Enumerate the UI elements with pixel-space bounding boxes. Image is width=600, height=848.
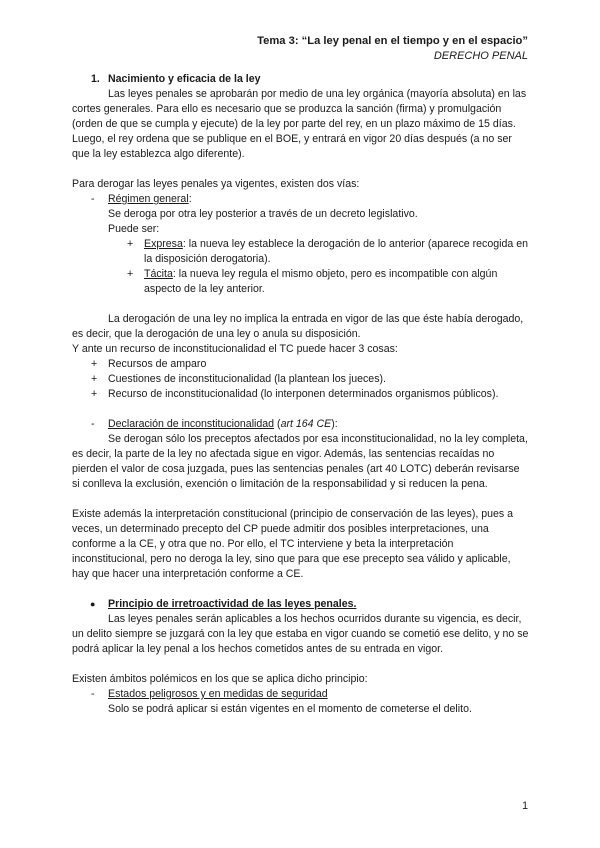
document-subject: DERECHO PENAL	[433, 50, 528, 62]
list-item: + Recursos de amparo	[91, 358, 207, 370]
paragraph: Solo se podrá aplicar si están vigentes en el momento de cometerse el delito.	[108, 703, 472, 715]
bullet-marker: ●	[90, 599, 96, 609]
document-title: Tema 3: “La ley penal en el tiempo y en el espacio”	[257, 35, 528, 47]
section-title: Nacimiento y eficacia de la ley	[108, 73, 261, 85]
paragraph: Puede ser:	[108, 223, 160, 235]
list-item: - Declaración de inconstitucionalidad (art 164 CE):	[91, 418, 338, 430]
paragraph: Se derogan sólo los preceptos afectados por esa inconstitucionalidad, no la ley completa, es decir, la parte de la ley no afectada sigue en vigor. Además, las sentencias recaídas no pierden el valor de cosa juzgada, pues las sentencias penales (art 40 LOTC) deberán revisarse si conlleva la exclusión, exención o limitación de la responsabilidad y si reducen la pena.	[72, 433, 528, 490]
paragraph: Las leyes penales serán aplicables a los hechos ocurridos durante su vigencia, es decir, un delito siempre se juzgará con la ley que estaba en vigor cuando se cometió ese delito, y no se podrá aplicar la ley penal a los hechos cometidos antes de su entrada en vigor.	[72, 613, 529, 655]
paragraph: Y ante un recurso de inconstitucionalidad el TC puede hacer 3 cosas:	[72, 343, 398, 355]
paragraph: Existen ámbitos polémicos en los que se aplica dicho principio:	[72, 673, 368, 685]
paragraph: La derogación de una ley no implica la entrada en vigor de las que éste había derogado, es decir, que la derogación de una ley o anula su disposición.	[72, 313, 524, 340]
plus-marker: +	[127, 268, 134, 280]
list-item: + Expresa: la nueva ley establece la derogación de lo anterior (aparece recogida en la disposición derogatoria).	[127, 238, 528, 265]
list-item	[72, 687, 530, 702]
item-title: Expresa	[144, 238, 183, 250]
principle-title: Principio de irretroactividad de las leyes penales.	[108, 598, 357, 610]
list-item: + Cuestiones de inconstitucionalidad (la plantean los jueces).	[91, 373, 386, 385]
dash-marker: -	[91, 418, 95, 430]
item-title: Declaración de inconstitucionalidad	[108, 418, 275, 430]
dash-marker: -	[91, 688, 95, 700]
paragraph: Se deroga por otra ley posterior a través de un decreto legislativo.	[108, 208, 418, 220]
page-header	[257, 34, 528, 64]
paragraph: Para derogar las leyes penales ya vigentes, existen dos vías:	[72, 178, 360, 190]
plus-marker: +	[127, 238, 134, 250]
principle-heading	[72, 597, 530, 612]
paragraph: Las leyes penales se aprobarán por medio de una ley orgánica (mayoría absoluta) en las cortes generales. Para ello es necesario que se produzca la sanción (firma) y promulgación (orden de que se cumpla y ejecute) de la ley por parte del rey, en un plazo máximo de 15 días.	[72, 88, 527, 130]
dash-marker: -	[91, 193, 95, 205]
item-title: Tácita	[144, 268, 173, 280]
list-item: - Régimen general:	[91, 193, 192, 205]
list-item: + Tácita: la nueva ley regula el mismo objeto, pero es incompatible con algún aspecto de la ley anterior.	[127, 268, 498, 295]
section-heading	[72, 72, 530, 87]
section-number: 1.	[91, 73, 100, 85]
page-number: 1	[522, 800, 528, 812]
paragraph: Existe además la interpretación constitucional (principio de conservación de las leyes), pues a veces, un determinado precepto del CP puede admitir dos posibles interpretaciones, una conforme a la CE, y otra que no. Por ello, el TC interviene y beta la interpretación inconstitucional, pero no deroga la ley, sino que para que ese precepto sea válido y aplicable, hay que hacer una interpretación conforme a CE.	[72, 508, 514, 580]
item-title: Régimen general	[108, 193, 189, 205]
item-title: Estados peligrosos y en medidas de seguridad	[108, 688, 328, 700]
paragraph: Luego, el rey ordena que se publique en el BOE, y entrará en vigor 20 días después (a no ser que la ley establezca algo diferente).	[72, 133, 512, 160]
document-body	[72, 72, 530, 717]
list-item: + Recurso de inconstitucionalidad (lo interponen determinados organismos públicos).	[91, 388, 499, 400]
